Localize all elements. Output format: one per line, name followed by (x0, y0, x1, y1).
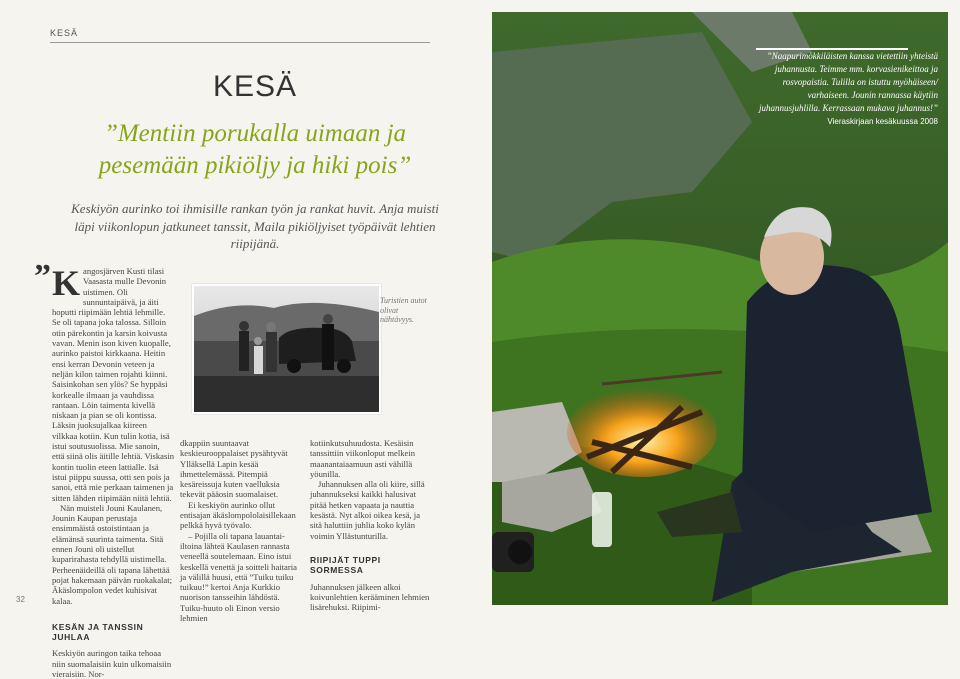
photo-quote-source: Vieraskirjaan kesäkuussa 2008 (827, 117, 938, 126)
col2-para2: Ei keskiyön aurinko ollut entisajan äkäslompololaisillekaan pelkkä hyvä työvalo. (180, 499, 296, 531)
page-title: KESÄ (212, 70, 298, 103)
photo-caption: Turistien autot olivat nähtävyys. (380, 296, 427, 324)
photo-quote (750, 50, 938, 128)
col1-para2: Nän muisteli Jouni Kaulanen, Jounin Kaupan perustaja ensimmäistä ostoistintaan ja elämänsä suurinta taimenta. Sitä ennen Jouni oli uistellut kuparirahasta tehdyllä uistimella. Perheenäideillä oli tapana lähettää pojat hakemaan päivän ruokakalat; Äkäslompolon vedet kuhisivat kalaa. (52, 502, 173, 606)
header-rule (50, 42, 430, 43)
vintage-photo-image (194, 286, 379, 412)
subhead-kesan: KESÄN JA TANSSIN JUHLAA (52, 621, 144, 643)
column-2 (180, 438, 300, 623)
col1-para3: Keskiyön auringon taika tehoaa niin suomalaisiin kuin ulkomaisiin vieraisiin. Nor- (52, 648, 172, 679)
col2-para3: – Pojilla oli tapana lauantai-iltoina lähteä Kaulasen rannasta veneellä soutelemaan. Eino istui keskellä venettä ja soitteli haitaria ja välillä huusi, että ”Tuiku tuiku tuikuu!” kertoi Anja Kurkkio nuorison tansseihin lähdöstä. Tuiku-huuto oli Einon versio lehmien (180, 530, 297, 624)
photo-quote-text: ”Naapurimökkiläisten kanssa vietettiin yhteistä juhannusta. Teimme mm. korvasienikeittoa ja rosvopaistia. Tulilla on istuttu myöhäiseen/ varhaiseen. Jounin rannassa käytiin juhannusjuhlilla. Kerrassaan mukava juhannus!” (758, 51, 938, 113)
lede: Keskiyön aurinko toi ihmisille rankan työn ja rankat huvit. Anja muisti läpi viikonlopun jatkuneet tanssit, Maila pikiöljyiset työpäivät lehtien riipijänä. (71, 201, 439, 251)
col1-intro: angosjärven Kusti tilasi Vaasasta mulle Devonin uistimen. Oli sunnuntaipäivä, ja äiti hoputti riipimään lehtiä lehmille. Se oli tapana joka talossa. Silloin otin pärekontin ja karsin koivusta vavan. Menin ison kiven kuopalle, aurinko paistoi kirkkaana. Heitin ensi kerran Devonin veteen ja neljän kilon taimen rojahti kiinni. Saisinkohan sen ylös? Se hyppäsi korkealle ilmaan ja vauhdissa rantaan. Löin taimenta kivellä niskaan ja pian se oli kontissa. Läksin juoksujalkaa kiireen vilkkaa kotiin. Kun tulin kotia, isä istui soutusuolissa. Mie sanoin, että siinä olis äitille lehtiä. Viskasin kontin tuolin eteen lattialle. Isä istui piippu suussa, otti sen pois ja sanoi, että mie perkaan taimenen ja sitten lähden riipimään niitä lehtiä. (52, 266, 175, 503)
drop-cap: K (52, 263, 81, 303)
column-3 (310, 438, 430, 612)
page-number: 32 (16, 595, 25, 604)
col3-para3: Juhannuksen jälkeen alkoi koivunlehtien kerääminen lehmien lisärehuksi. Riipimi- (310, 581, 430, 613)
section-label: KESÄ (50, 28, 79, 38)
quote-mark: ” (34, 258, 51, 295)
column-1 (52, 263, 175, 679)
subhead-riipijat: RIIPIJÄT TUPPI SORMESSA (310, 554, 381, 576)
col3-para1: kotiinkutsuhuudosta. Kesäisin tanssittiin viikonloput melkein maanantaiaamuun asti vähillä yöunilla. (310, 438, 416, 479)
vintage-photo (192, 284, 381, 414)
col3-para2: Juhannuksen alla oli kiire, sillä juhannukseksi kaikki halusivat pitää hetken vapaata ja nauttia kesästä. Nyt alkoi oikea kesä, ja sitä haluttiin juhlia koko kylän voimin Yllästunturilla. (310, 479, 425, 541)
col2-para1: dkappiin suuntaavat keskieurooppalaiset pysähtyvät Ylläksellä Lapin kesää ihmettelemässä. Pitempiä kesäreissuja kuten vaelluksia tekevät pääosin suomalaiset. (180, 438, 288, 500)
headline: ”Mentiin porukalla uimaan ja pesemään pikiöljy ja hiki pois” (98, 120, 412, 179)
